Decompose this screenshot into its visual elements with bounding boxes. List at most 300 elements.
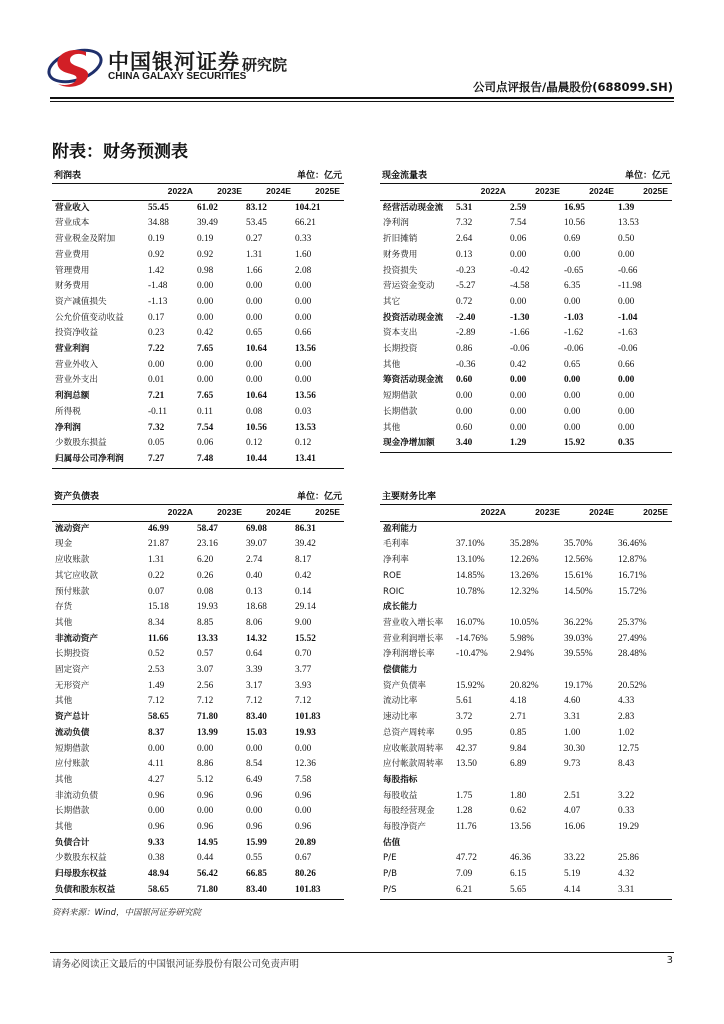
value-cell: 7.22 (148, 344, 165, 355)
value-cell: 2.08 (295, 265, 312, 276)
value-cell: 19.29 (618, 822, 639, 833)
value-cell: 15.18 (148, 602, 169, 613)
value-cell (510, 600, 564, 616)
row-label: 应收账款 (55, 555, 90, 566)
value-cell: 34.88 (148, 218, 169, 229)
table-row (380, 647, 672, 663)
table-row (380, 295, 672, 311)
value-cell: 2.64 (456, 234, 473, 245)
row-label: 营业收入 (55, 202, 90, 213)
value-cell: 0.64 (246, 649, 263, 660)
value-cell: -0.06 (510, 344, 530, 355)
value-cell: 4.18 (510, 696, 527, 707)
row-label: 折旧摊销 (383, 234, 418, 245)
value-cell: 13.56 (510, 822, 531, 833)
value-cell: 2.51 (564, 790, 581, 801)
value-cell: 47.72 (456, 853, 477, 864)
row-label: 现金 (55, 539, 73, 550)
value-cell: 8.17 (295, 555, 312, 566)
value-cell: 1.31 (246, 249, 263, 260)
value-cell: 0.00 (197, 281, 214, 292)
row-label: 非流动资产 (55, 633, 98, 644)
value-cell: 7.65 (197, 391, 214, 402)
value-cell: 66.85 (246, 869, 267, 880)
value-cell: 48.94 (148, 869, 169, 880)
value-cell: 83.12 (246, 202, 267, 213)
header-cell-year: 2023E (535, 186, 560, 196)
value-cell: 0.92 (148, 249, 165, 260)
value-cell: 0.06 (197, 438, 214, 449)
value-cell: 0.00 (246, 359, 263, 370)
row-label: 营业收入增长率 (383, 617, 444, 628)
value-cell: 0.66 (295, 328, 312, 339)
row-label: 长期借款 (383, 406, 418, 417)
galaxy-logo-icon (46, 44, 104, 88)
table-row (52, 216, 344, 232)
value-cell: 13.50 (456, 759, 477, 770)
ratios-table-title: 主要财务比率 (382, 492, 437, 502)
row-label: 经营活动现金流 (383, 202, 444, 213)
value-cell: 0.00 (295, 375, 312, 386)
table-row (380, 820, 672, 836)
value-cell (456, 836, 510, 852)
value-cell: 7.54 (197, 422, 214, 433)
value-cell (456, 521, 510, 537)
row-label: 投资损失 (383, 265, 418, 276)
value-cell: 1.80 (510, 790, 527, 801)
row-label: 流动负债 (55, 727, 90, 738)
value-cell: 7.32 (148, 422, 165, 433)
value-cell: 3.22 (618, 790, 635, 801)
value-cell: 0.60 (456, 422, 473, 433)
value-cell: 0.06 (510, 234, 527, 245)
table-row (380, 216, 672, 232)
value-cell: 5.61 (456, 696, 473, 707)
value-cell (510, 836, 564, 852)
value-cell: 3.07 (197, 665, 214, 676)
value-cell: 16.06 (564, 822, 585, 833)
value-cell: 0.96 (295, 822, 312, 833)
row-label: 归属母公司净利润 (55, 453, 124, 464)
header-cell-year: 2023E (217, 507, 242, 517)
value-cell: 0.00 (456, 406, 473, 417)
value-cell: 15.72% (618, 586, 647, 597)
header-rule-thin (50, 101, 674, 102)
value-cell: 0.00 (148, 806, 165, 817)
value-cell: 3.93 (295, 680, 312, 691)
table-row (380, 521, 672, 537)
table-row (52, 694, 344, 710)
value-cell: 35.70% (564, 539, 593, 550)
value-cell: 2.59 (510, 202, 527, 213)
value-cell: 0.40 (246, 570, 263, 581)
value-cell: 0.00 (618, 406, 635, 417)
row-label: 少数股东损益 (55, 438, 107, 449)
value-cell: 0.00 (510, 422, 527, 433)
value-cell: 14.50% (564, 586, 593, 597)
value-cell: 58.65 (148, 884, 169, 895)
value-cell: 101.83 (295, 884, 321, 895)
value-cell: 4.33 (618, 696, 635, 707)
row-label: 公允价值变动收益 (55, 312, 124, 323)
company-name-en: CHINA GALAXY SECURITIES (108, 71, 247, 82)
value-cell: 9.84 (510, 743, 527, 754)
value-cell: 0.96 (197, 790, 214, 801)
table-row (52, 553, 344, 569)
table-row (380, 789, 672, 805)
value-cell: 5.65 (510, 884, 527, 895)
table-row (380, 553, 672, 569)
row-label: P/E (383, 853, 397, 864)
value-cell: 39.03% (564, 633, 593, 644)
value-cell: -5.27 (456, 281, 476, 292)
row-label: 所得税 (55, 406, 81, 417)
value-cell: 3.31 (564, 712, 581, 723)
row-label: 利润总额 (55, 391, 90, 402)
table-row (380, 694, 672, 710)
value-cell: 39.55% (564, 649, 593, 660)
balance-table-unit: 单位：亿元 (296, 492, 342, 502)
value-cell: 2.53 (148, 665, 165, 676)
table-row (52, 632, 344, 648)
table-row (52, 616, 344, 632)
value-cell: 7.48 (197, 453, 214, 464)
value-cell: 1.39 (618, 202, 635, 213)
value-cell: 0.22 (148, 570, 165, 581)
table-row (380, 326, 672, 342)
value-cell: 4.14 (564, 884, 581, 895)
value-cell: 33.22 (564, 853, 585, 864)
table-row (380, 311, 672, 327)
value-cell: 20.52% (618, 680, 647, 691)
table-row (380, 342, 672, 358)
value-cell: 8.43 (618, 759, 635, 770)
value-cell: 29.14 (295, 602, 316, 613)
value-cell: 20.89 (295, 837, 316, 848)
table-row (52, 789, 344, 805)
row-label: 毛利率 (383, 539, 409, 550)
value-cell: 83.40 (246, 884, 267, 895)
value-cell: -11.98 (618, 281, 642, 292)
value-cell (618, 836, 672, 852)
value-cell: 0.33 (295, 234, 312, 245)
value-cell: 13.99 (197, 727, 218, 738)
row-label: 应收帐款周转率 (383, 743, 444, 754)
value-cell: 15.92 (564, 438, 585, 449)
value-cell: 8.85 (197, 617, 214, 628)
value-cell: 4.07 (564, 806, 581, 817)
header-rule (50, 97, 674, 99)
value-cell: 10.56 (564, 218, 585, 229)
row-label: 应付帐款周转率 (383, 759, 444, 770)
table-row (380, 851, 672, 867)
value-cell: 0.42 (510, 359, 527, 370)
value-cell: 1.49 (148, 680, 165, 691)
table-row (52, 569, 344, 585)
value-cell: 0.62 (510, 806, 527, 817)
value-cell: 0.01 (148, 375, 165, 386)
value-cell: 0.96 (295, 790, 312, 801)
row-label: 财务费用 (383, 249, 418, 260)
value-cell: 0.00 (246, 806, 263, 817)
table-row (380, 663, 672, 679)
value-cell: 7.12 (148, 696, 165, 707)
value-cell (564, 521, 618, 537)
value-cell: 13.10% (456, 555, 485, 566)
value-cell: 0.00 (295, 296, 312, 307)
value-cell: 12.26% (510, 555, 539, 566)
value-cell: 1.60 (295, 249, 312, 260)
header-cell-year: 2023E (217, 186, 242, 196)
row-label: 净利率 (383, 555, 409, 566)
value-cell: 0.00 (510, 296, 527, 307)
table-row (380, 537, 672, 553)
row-label: 其他 (383, 359, 401, 370)
value-cell: 0.00 (295, 806, 312, 817)
value-cell: -0.36 (456, 359, 476, 370)
row-label: 营业税金及附加 (55, 234, 116, 245)
value-cell: 0.00 (510, 375, 527, 386)
row-label: 净利润 (383, 218, 409, 229)
value-cell (564, 600, 618, 616)
row-label: 速动比率 (383, 712, 418, 723)
header-cell-year: 2024E (589, 507, 614, 517)
value-cell: 16.95 (564, 202, 585, 213)
value-cell: 0.96 (148, 822, 165, 833)
value-cell: 19.17% (564, 680, 593, 691)
row-label: 负债和股东权益 (55, 884, 116, 895)
value-cell: 0.03 (295, 406, 312, 417)
value-cell: 1.66 (246, 265, 263, 276)
header-cell-year: 2022A (480, 507, 506, 517)
table-row (52, 757, 344, 773)
table-row (52, 820, 344, 836)
value-cell: 0.70 (295, 649, 312, 660)
value-cell: 71.80 (197, 884, 218, 895)
row-label: 长期借款 (55, 806, 90, 817)
value-cell: 0.00 (456, 391, 473, 402)
value-cell: 30.30 (564, 743, 585, 754)
value-cell: 36.22% (564, 617, 593, 628)
row-label: 资产减值损失 (55, 296, 107, 307)
row-label: 净利润 (55, 422, 81, 433)
row-label: P/B (383, 869, 397, 880)
data-source-note: 资料来源：Wind，中国银河证券研究院 (52, 908, 202, 918)
value-cell: 0.00 (246, 312, 263, 323)
value-cell: 1.28 (456, 806, 473, 817)
table-row (380, 883, 672, 899)
value-cell: 8.06 (246, 617, 263, 628)
value-cell: 7.12 (246, 696, 263, 707)
value-cell: 0.86 (456, 344, 473, 355)
value-cell: 0.00 (564, 391, 581, 402)
value-cell: -0.66 (618, 265, 638, 276)
value-cell: 7.21 (148, 391, 165, 402)
row-label: 偿债能力 (383, 665, 418, 676)
value-cell: 39.07 (246, 539, 267, 550)
header-cell-year: 2022A (167, 186, 193, 196)
value-cell: 0.00 (246, 281, 263, 292)
value-cell: 0.00 (197, 375, 214, 386)
row-label: 总资产周转率 (383, 727, 435, 738)
value-cell: 0.00 (148, 359, 165, 370)
value-cell: 1.02 (618, 727, 635, 738)
value-cell: 13.33 (197, 633, 218, 644)
value-cell: 0.00 (564, 406, 581, 417)
value-cell: 6.35 (564, 281, 581, 292)
value-cell: 15.92% (456, 680, 485, 691)
row-label: 营业利润 (55, 344, 90, 355)
value-cell: 12.87% (618, 555, 647, 566)
value-cell: 5.98% (510, 633, 535, 644)
value-cell: 1.29 (510, 438, 527, 449)
row-label: 营业外支出 (55, 375, 98, 386)
value-cell: 0.67 (295, 853, 312, 864)
row-label: 财务费用 (55, 281, 90, 292)
value-cell: 0.00 (246, 296, 263, 307)
value-cell: 0.12 (295, 438, 312, 449)
table-row (52, 342, 344, 358)
table-row (380, 773, 672, 789)
row-label: 其他 (383, 422, 401, 433)
value-cell: 8.86 (197, 759, 214, 770)
table-row (52, 647, 344, 663)
value-cell: 15.03 (246, 727, 267, 738)
value-cell: 0.66 (618, 359, 635, 370)
value-cell: 8.37 (148, 727, 165, 738)
value-cell: 28.48% (618, 649, 647, 660)
value-cell: 0.26 (197, 570, 214, 581)
table-row (380, 757, 672, 773)
header-cell-year: 2025E (643, 186, 668, 196)
row-label: 流动资产 (55, 523, 90, 534)
row-label: 预付账款 (55, 586, 90, 597)
row-label: 盈利能力 (383, 523, 418, 534)
page-heading: 附表：财务预测表 (52, 142, 188, 162)
value-cell: 1.42 (148, 265, 165, 276)
table-row (380, 742, 672, 758)
value-cell: 18.68 (246, 602, 267, 613)
value-cell (456, 663, 510, 679)
value-cell: 0.72 (456, 296, 473, 307)
value-cell: 10.64 (246, 344, 267, 355)
header-cell-year: 2024E (266, 507, 291, 517)
financial-ratios-table (380, 487, 672, 900)
value-cell: 7.12 (295, 696, 312, 707)
value-cell: 9.00 (295, 617, 312, 628)
value-cell: 0.23 (148, 328, 165, 339)
row-label: ROE (383, 570, 402, 581)
value-cell: 0.55 (246, 853, 263, 864)
table-row (380, 389, 672, 405)
value-cell: 0.33 (618, 806, 635, 817)
header-cell-year: 2024E (266, 186, 291, 196)
institute-label: 研究院 (242, 56, 288, 74)
table-row (380, 726, 672, 742)
value-cell: 0.57 (197, 649, 214, 660)
value-cell: 0.96 (148, 790, 165, 801)
value-cell: 13.56 (295, 344, 316, 355)
row-label: 短期借款 (55, 743, 90, 754)
value-cell: 4.32 (618, 869, 635, 880)
value-cell: 1.31 (148, 555, 165, 566)
row-label: 每股净资产 (383, 822, 426, 833)
value-cell: 0.69 (564, 234, 581, 245)
table-row (52, 295, 344, 311)
value-cell: -1.62 (564, 328, 584, 339)
value-cell: 7.54 (510, 218, 527, 229)
row-label: 资产总计 (55, 712, 90, 723)
value-cell: 7.09 (456, 869, 473, 880)
table-row (52, 264, 344, 280)
value-cell: 0.08 (197, 586, 214, 597)
value-cell: 7.12 (197, 696, 214, 707)
value-cell: 0.00 (295, 281, 312, 292)
value-cell: 27.49% (618, 633, 647, 644)
table-row (52, 248, 344, 264)
table-row (380, 200, 672, 216)
value-cell: -0.65 (564, 265, 584, 276)
value-cell: 0.00 (246, 375, 263, 386)
value-cell: 0.13 (456, 249, 473, 260)
value-cell: 0.00 (510, 406, 527, 417)
value-cell: -1.66 (510, 328, 530, 339)
value-cell: 0.60 (456, 375, 473, 386)
row-label: P/S (383, 884, 397, 895)
value-cell: 0.96 (197, 822, 214, 833)
value-cell: 6.89 (510, 759, 527, 770)
row-label: 无形资产 (55, 680, 90, 691)
footer-rule (50, 952, 674, 953)
value-cell: 3.40 (456, 438, 473, 449)
table-row (52, 773, 344, 789)
row-label: 净利润增长率 (383, 649, 435, 660)
value-cell: 0.00 (564, 375, 581, 386)
row-label: 短期借款 (383, 391, 418, 402)
value-cell: 39.42 (295, 539, 316, 550)
value-cell: 7.27 (148, 453, 165, 464)
value-cell: 20.82% (510, 680, 539, 691)
value-cell: -2.89 (456, 328, 476, 339)
value-cell: 3.77 (295, 665, 312, 676)
value-cell: 0.00 (295, 359, 312, 370)
report-title: 公司点评报告/晶晨股份(688099.SH) (473, 80, 673, 94)
value-cell: 0.96 (246, 822, 263, 833)
table-header-row (52, 505, 344, 522)
value-cell: 10.56 (246, 422, 267, 433)
value-cell: -0.06 (618, 344, 638, 355)
table-row (380, 279, 672, 295)
value-cell: 58.47 (197, 523, 218, 534)
value-cell: -0.23 (456, 265, 476, 276)
table-header-row (380, 505, 672, 522)
row-label: 少数股东权益 (55, 853, 107, 864)
row-label: 投资净收益 (55, 328, 98, 339)
header-cell-label (52, 184, 148, 201)
row-label: 营业外收入 (55, 359, 98, 370)
value-cell: 0.13 (246, 586, 263, 597)
value-cell: 0.38 (148, 853, 165, 864)
row-label: ROIC (383, 586, 405, 597)
value-cell (564, 836, 618, 852)
value-cell: 71.80 (197, 712, 218, 723)
value-cell: 0.00 (197, 359, 214, 370)
value-cell (510, 773, 564, 789)
value-cell: 14.85% (456, 570, 485, 581)
income-statement-table (52, 166, 344, 469)
row-label: 长期投资 (55, 649, 90, 660)
value-cell: 36.46% (618, 539, 647, 550)
